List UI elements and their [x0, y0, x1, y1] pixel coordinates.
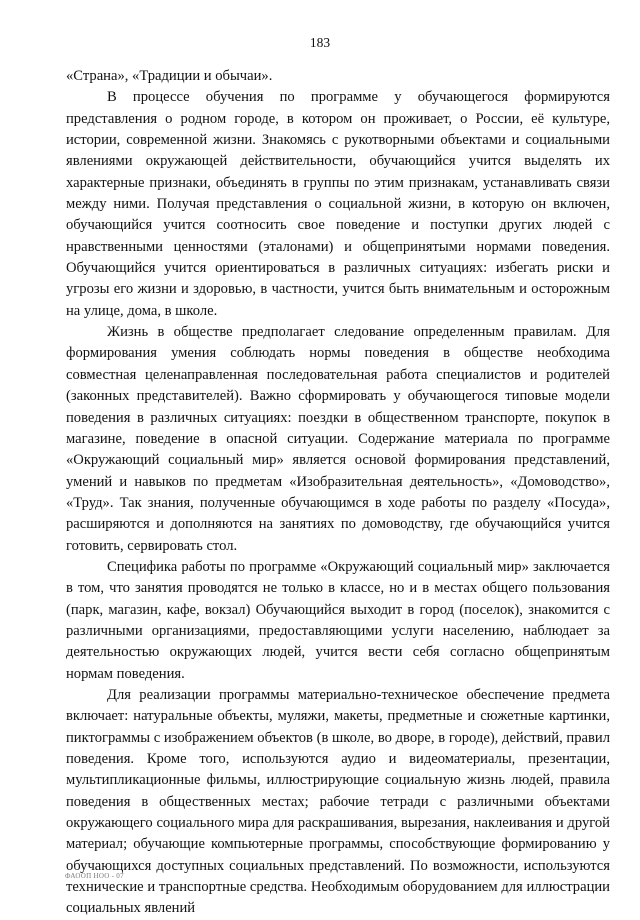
- paragraph-society: Жизнь в обществе предполагает следование определенным правилам. Для формирования умения соблюдать нормы поведения в обществе необходима совместная целенаправленная последовательная работа специалистов и родителей (законных представителей). Важно сформировать у обучающегося типовые модели поведения в различных ситуациях: поездки в общественном транспорте, покупок в магазине, поведение в опасной ситуации. Содержание материала по программе «Окружающий социальный мир» является основой формирования представлений, умений и навыков по предметам «Изобразительная деятельность», «Домоводство», «Труд». Так знания, полученные обучающимся в ходе работы по разделу «Посуда», расширяются и дополняются на занятиях по домоводству, где обучающийся учится готовить, сервировать стол.: [66, 324, 610, 554]
- paragraph-specifics: Специфика работы по программе «Окружающий социальный мир» заключается в том, что занятия проводятся не только в классе, но и в местах общего пользования (парк, магазин, кафе, вокзал) Обучающийся выходит в город (поселок), знакомится с различными организациями, предоставляющими услуги населению, наблюдает за деятельностью окружающих людей, учится вести себя согласно общепринятым нормам поведения.: [66, 558, 610, 682]
- paragraph-equipment: Для реализации программы материально-техническое обеспечение предмета включает: натуральные объекты, муляжи, макеты, предметные и сюжетные картинки, пиктограммы с изображением объектов (в школе, во дворе, в городе), действий, правил поведения. Кроме того, используются аудио и видеоматериалы, презентации, мультипликационные фильмы, иллюстрирующие социальную жизнь людей, правила поведения в общественных местах; рабочие тетради с различными объектами окружающего социального мира для раскрашивания, вырезания, наклеивания и другой материал; обучающие компьютерные программы, способствующие формированию у обучающихся доступных социальных представлений. По возможности, используются технические и транспортные средства. Необходимым оборудованием для иллюстрации социальных явлений: [66, 686, 610, 917]
- body-text: [66, 66, 610, 920]
- footer-code: ФАООП НОО - 07: [65, 872, 124, 880]
- page-number: 183: [309, 35, 331, 50]
- paragraph-continued: «Страна», «Традиции и обычаи».: [66, 68, 273, 84]
- paragraph-learning: В процессе обучения по программе у обучающегося формируются представления о родном городе, в котором он проживает, о России, её культуре, истории, современной жизни. Знакомясь с рукотворными объектами и социальными явлениями окружающей действительности, обучающийся учится выделять их характерные признаки, объединять в группы по этим признакам, устанавливать связи между ними. Получая представления о социальной жизни, в которую он включен, обучающийся учится соотносить свое поведение и поступки других людей с нравственными ценностями (эталонами) и общепринятыми нормами поведения. Обучающийся учится ориентироваться в различных ситуациях: избегать риски и угрозы его жизни и здоровью, в частности, учится быть внимательным и осторожным на улице, дома, в школе.: [66, 89, 610, 319]
